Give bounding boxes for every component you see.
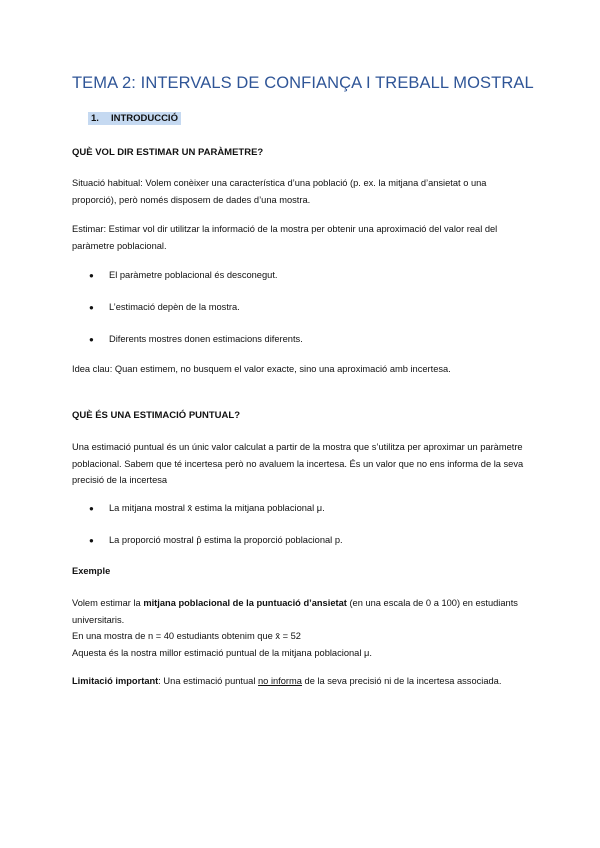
- section-label: INTRODUCCIÓ: [110, 113, 178, 124]
- list-item: [89, 302, 240, 312]
- limitation-underlined: no informa: [258, 676, 302, 686]
- bullet-icon: ●: [89, 536, 94, 545]
- question-heading-puntual: QUÈ ÉS UNA ESTIMACIÓ PUNTUAL?: [72, 410, 241, 421]
- limitation-text-post: de la seva precisió ni de la incertesa associada.: [301, 676, 502, 686]
- example-text-bold: mitjana poblacional de la puntuació d’ansietat: [143, 598, 347, 608]
- paragraph-idea-clau: Idea clau: Quan estimem, no busquem el valor exacte, sino una aproximació amb incertesa.: [72, 364, 451, 374]
- bullet-icon: ●: [89, 335, 94, 344]
- list-item-text: Diferents mostres donen estimacions diferents.: [109, 334, 303, 344]
- example-label: Exemple: [72, 566, 111, 576]
- list-item-text: El paràmetre poblacional és desconegut.: [109, 270, 278, 280]
- paragraph-estimacio-puntual: Una estimació puntual és un únic valor calculat a partir de la mostra que s’utilitza per aproximar un paràmetre poblacional. Sabem que té incertesa però no avaluem la incertesa. És un valor que no ens informa de la seva precisió de la incertesa: [72, 442, 524, 485]
- example-text-pre: Volem estimar la: [72, 598, 144, 608]
- example-line-sample: En una mostra de n = 40 estudiants obtenim que x̄ = 52: [72, 631, 301, 641]
- paragraph-situacio: Situació habitual: Volem conèixer una característica d’una població (p. ex. la mitjana d’ansietat o una proporció), però només disposem de dades d’una mostra.: [72, 178, 487, 205]
- list-item: [89, 334, 303, 344]
- list-item-text: La proporció mostral p̂ estima la proporció poblacional p.: [109, 535, 343, 545]
- list-item: [89, 503, 325, 513]
- list-item-text: L’estimació depèn de la mostra.: [109, 302, 240, 312]
- paragraph-estimar: Estimar: Estimar vol dir utilitzar la informació de la mostra per obtenir una aproximació del valor real del paràmetre poblacional.: [72, 224, 498, 251]
- limitation-paragraph: [72, 673, 542, 690]
- bullet-icon: ●: [89, 271, 94, 280]
- list-item: [89, 270, 277, 280]
- example-line-estimate: Aquesta és la nostra millor estimació puntual de la mitjana poblacional μ.: [72, 647, 372, 658]
- example-paragraph: [72, 595, 542, 661]
- bullet-icon: ●: [89, 303, 94, 312]
- limitation-label: Limitació important: [72, 676, 159, 686]
- section-number: 1.: [91, 113, 99, 124]
- list-item: [89, 535, 343, 545]
- limitation-text-pre: : Una estimació puntual: [158, 676, 259, 686]
- document-title: TEMA 2: INTERVALS DE CONFIANÇA I TREBALL MOSTRAL: [72, 74, 534, 92]
- section-heading-introduccio: [88, 112, 181, 125]
- question-heading-estimar: QUÈ VOL DIR ESTIMAR UN PARÀMETRE?: [72, 147, 264, 158]
- bullet-icon: ●: [89, 504, 94, 513]
- list-item-text: La mitjana mostral x̄ estima la mitjana poblacional μ.: [109, 503, 325, 513]
- example-text-post: (en una escala de 0 a 100) en estudiants universitaris.: [72, 598, 518, 625]
